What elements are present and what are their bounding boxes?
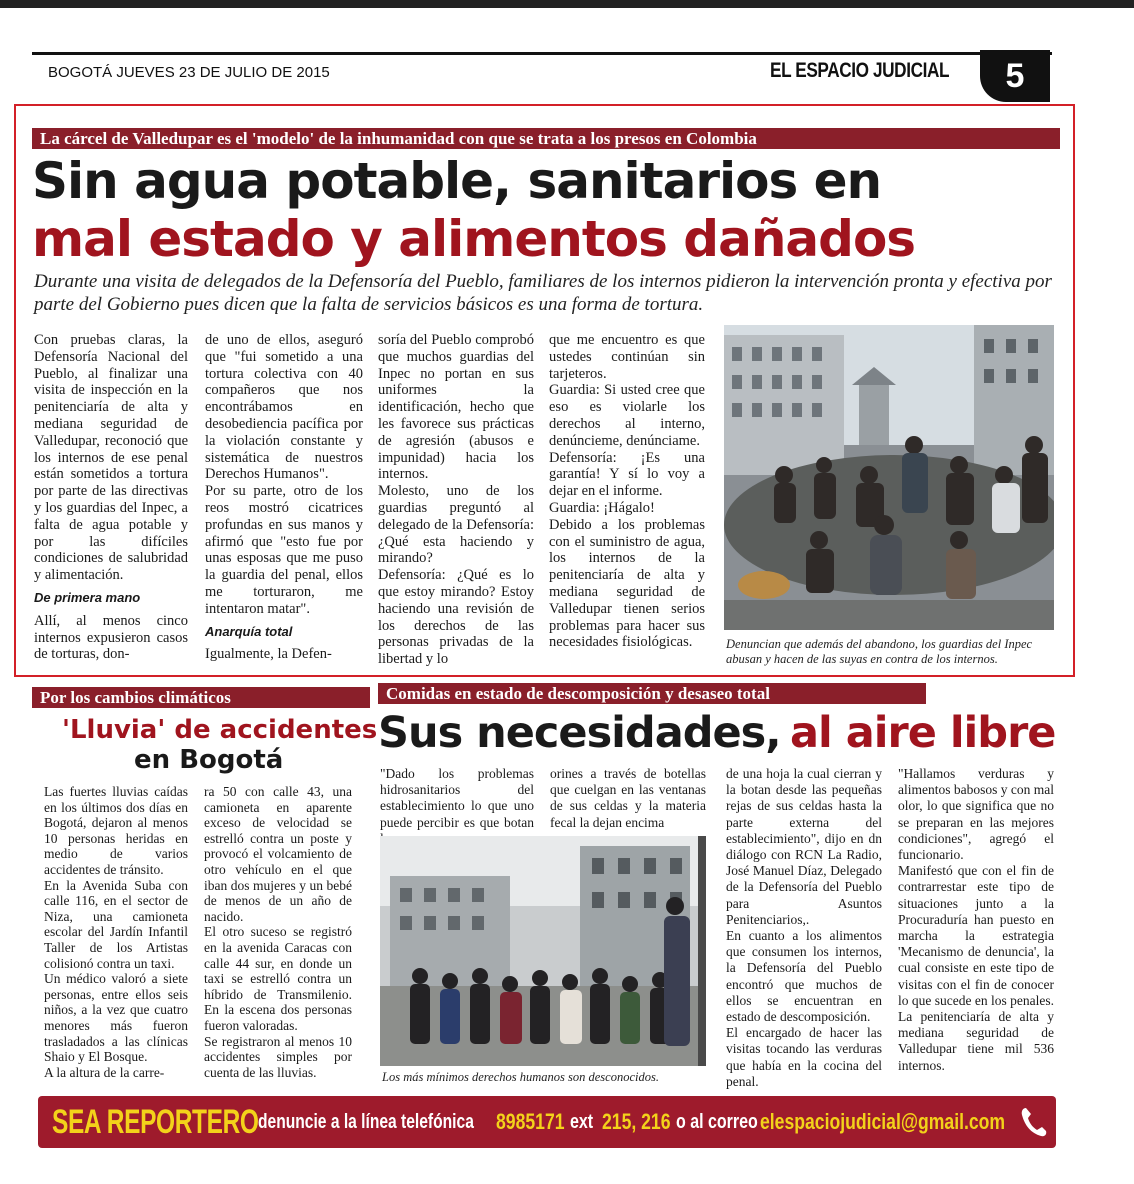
main-column-2 [205,332,363,663]
main-deck: Durante una visita de delegados de la Defensoría del Pueblo, familiares de los internos pidieron la intervención pronta y efectiva por parte del Gobierno pues dicen que la falta de servicios básicos es una forma de tortura. [34,271,1052,315]
paragraph: "Hallamos verduras y alimentos babosos y con mal olor, lo que significa que no se preparan en las mejores condiciones", agregó el funcionario. [898,766,1054,863]
paragraph: Manifestó que con el fin de contrarrestar este tipo de situaciones junto a la Procuraduría han puesto en marcha la estrategia 'Mecanismo de denuncia', la cual consiste en este tipo de visitas con el fin de conocer lo que sucede en los penales. [898,863,1054,1008]
paragraph: Las fuertes lluvias caídas en los últimos dos días en Bogotá, dejaron al menos 10 personas heridas en medio de varios accidentes de tránsito. [44,784,188,877]
paragraph: que me encuentro es que ustedes continúan sin tarjeteros. [549,332,705,382]
main-headline-line2: mal estado y alimentos dañados [32,210,916,268]
subheading: Anarquía total [205,623,293,639]
reporter-banner [38,1096,1056,1148]
banner-title: SEA REPORTERO [52,1103,259,1141]
paragraph: Un médico valoró a siete personas, entre ellos seis niños, a la vez que cuatro menores más fueron trasladados a las clínicas Shaio y El Bosque. [44,971,188,1065]
header-rule [32,52,1052,55]
food-headline-red: al aire libre [790,708,1056,758]
main-headline-line1: Sin agua potable, sanitarios en [32,152,882,210]
paragraph: El otro suceso se registró en la avenida Caracas con calle 44 sur, en donde un taxi se estrelló contra un híbrido de Transmilenio. En la escena dos personas fueron valoradas. [204,924,352,1033]
rain-kicker: Por los cambios climáticos [32,687,370,708]
crowd-photo [380,836,706,1066]
paragraph: soría del Pueblo comprobó que muchos guardias del Inpec no portan en sus uniformes la identificación, hecho que les favorece sus prácticas de agresión (abusos e impunidad) hacia los internos. [378,332,534,483]
paragraph: ra 50 con calle 43, una camioneta en aparente exceso de velocidad se estrelló contra un poste y provocó el volcamiento de otro vehículo en el que iban dos mujeres y un bebé de menos de un año de nacido. [204,784,352,924]
phone-icon [1020,1106,1048,1138]
food-kicker: Comidas en estado de descomposición y desaseo total [378,683,926,704]
main-column-4 [549,332,705,651]
paragraph: Guardia: Si usted cree que eso es violarle los derechos al interno, denúncieme, denúnciame. [549,382,705,449]
paragraph: Guardia: ¡Hágalo! [549,499,655,516]
food-column-4 [898,766,1054,1074]
food-column-1 [380,766,534,847]
main-column-1 [34,332,188,663]
top-border [0,0,1134,8]
paragraph: En la Avenida Suba con calle 116, en el sector de Niza, una camioneta escolar del Jardín Infantil Taller de los Artistas colisionó contra un taxi. [44,877,188,971]
banner-ext-label: ext [570,1111,594,1133]
banner-phone: 8985171 [496,1109,565,1134]
paragraph: Allí, al menos cinco internos expusieron casos de torturas, don- [34,612,188,663]
prison-yard-photo [724,325,1054,630]
rain-column-2 [204,784,352,1080]
banner-email: elespaciojudicial@gmail.com [760,1109,1006,1134]
page-number: 5 [980,50,1050,102]
paragraph: Defensoría: ¡Es una garantía! Y sí lo voy a dejar en el informe. [549,449,705,500]
crowd-photo-caption: Los más mínimos derechos humanos son desconocidos. [382,1070,659,1084]
prison-yard-illustration [724,325,1054,630]
paragraph: orines a través de botellas que cuelgan en las ventanas de sus celdas y la materia fecal la dejan encima [550,766,706,830]
rain-headline-black: en Bogotá [134,745,284,775]
paragraph: Con pruebas claras, la Defensoría Nacional del Pueblo, al finalizar una visita de inspección en la penitenciaría de alta y mediana seguridad de Valledupar, reconoció que los internos de ese penal están sometidos a tortura por parte de las directivas y los guardias del Inpec, a falta de agua potable y por las difíciles condiciones de salubridad y alimentación. [34,332,188,584]
food-headline-black: Sus necesidades, [378,708,781,758]
paragraph: de una hoja la cual cierran y la botan desde las pequeñas rejas de sus celdas hasta la parte externa del establecimiento", dijo en dn diálogo con RCN La Radio, José Manuel Díaz, Delegado de la Defensoría del Pueblo para Asuntos Penitenciarios,. [726,766,882,927]
issue-date: BOGOTÁ JUEVES 23 DE JULIO DE 2015 [48,64,330,81]
paragraph: de uno de ellos, aseguró que "fui sometido a una tortura colectiva con 40 compañeros que nos encontrábamos en desobediencia pacífica por la violación constante y sistemática de nuestros Derechos Humanos". [205,332,363,483]
paragraph: En cuanto a los alimentos que consumen los internos, la Defensoría del Pueblo encontró que muchos de ellos se encuentran en estado de descomposición. [726,928,882,1025]
food-column-2 [550,766,706,831]
banner-text1: denuncie a la línea telefónica [258,1111,474,1133]
rain-column-1 [44,784,188,1080]
paragraph: Por su parte, otro de los reos mostró cicatrices profundas en sus manos y afirmó que "esto fue por unas esposas que me puso la guardia del penal, ellos me torturaron, me intentaron matar". [205,483,363,617]
main-kicker: La cárcel de Valledupar es el 'modelo' de la inhumanidad con que se trata a los presos en Colombia [32,128,1060,149]
main-column-3 [378,332,534,668]
paragraph: A la altura de la carre- [44,1064,165,1080]
rain-headline-red: 'Lluvia' de accidentes [62,715,378,745]
section-brand: EL ESPACIO JUDICIAL [770,59,950,82]
paragraph: "Dado los problemas hidrosanitarios del establecimiento lo que uno puede percibir es que botan [380,766,534,830]
main-photo-caption: Denuncian que además del abandono, los guardias del Inpec abusan y hacen de las suyas en contra de los internos. [726,637,1033,666]
paragraph: Igualmente, la Defen- [205,646,332,663]
subheading: De primera mano [34,589,141,605]
crowd-illustration [380,836,706,1066]
paragraph: El encargado de hacer las visitas tocando las verduras que había en la cocina del penal. [726,1025,882,1089]
banner-text2: o al correo [676,1111,758,1133]
paragraph: Defensoría: ¿Qué es lo que estoy mirando? Estoy haciendo una revisión de los derechos de las personas privadas de la libertad y lo [378,567,534,668]
food-column-3 [726,766,882,1090]
paragraph: Se registraron al menos 10 accidentes simples por cuenta de las lluvias. [204,1033,352,1080]
paragraph: La penitenciaría de alta y mediana seguridad de Valledupar tiene mil 536 internos. [898,1009,1054,1073]
banner-ext: 215, 216 [602,1109,671,1134]
paragraph: Debido a los problemas con el suministro de agua, los internos de la penitenciaría de alta y mediana seguridad de Valledupar tienen serios problemas para hacer sus necesidades fisiológicas. [549,516,705,651]
paragraph: Molesto, uno de los guardias preguntó al delegado de la Defensoría: ¿Qué esta haciendo y mirando? [378,483,534,567]
